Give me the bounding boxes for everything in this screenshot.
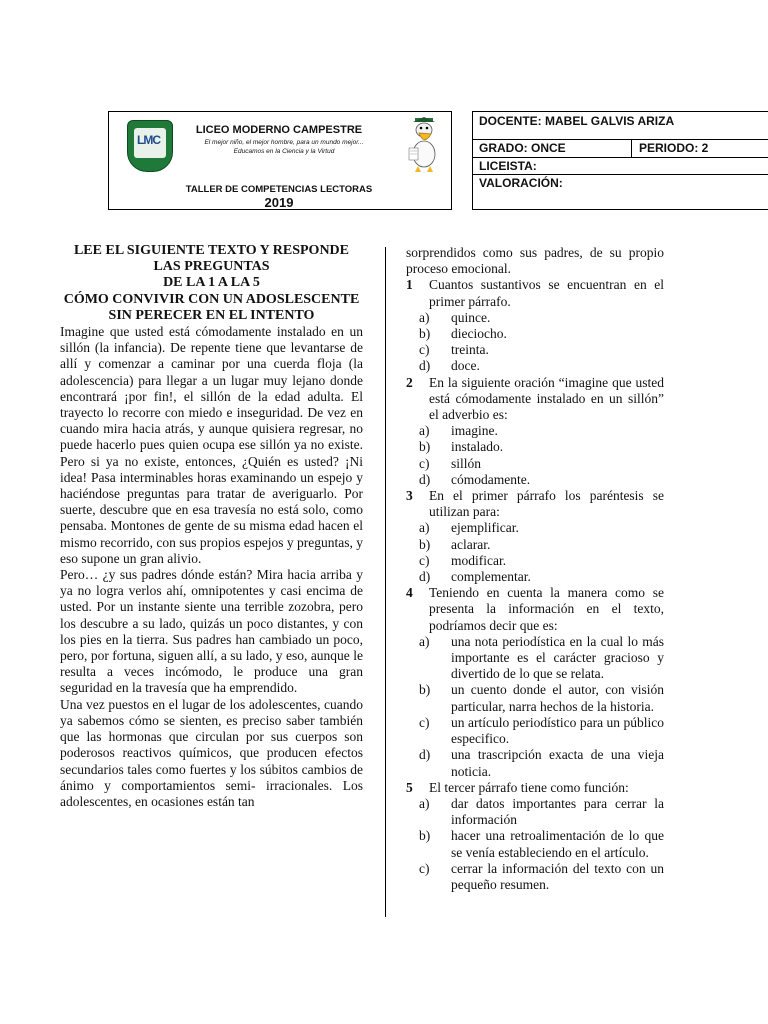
docente-row: DOCENTE: MABEL GALVIS ARIZA	[473, 112, 768, 140]
column-divider	[385, 247, 386, 917]
question-5	[406, 780, 664, 893]
instructions-line-1: LEE EL SIGUIENTE TEXTO Y RESPONDE	[73, 243, 350, 258]
answer-option[interactable]: a) imagine.	[419, 423, 498, 439]
answer-option[interactable]: b) hacer una retroalimentación de lo que se venía estableciendo en el artículo.	[419, 828, 664, 860]
question-stem: 2 En la siguiente oración “imagine que usted está cómodamente instalado en un sillón” el adverbio es:	[406, 374, 664, 423]
answer-option[interactable]: b) aclarar.	[419, 536, 491, 552]
answer-option[interactable]: a) dar datos importantes para cerrar la información	[419, 795, 664, 828]
logo-text: LMC	[137, 133, 160, 147]
question-stem: 1 Cuantos sustantivos se encuentran en el primer párrafo.	[406, 277, 664, 309]
instructions-line-2: LAS PREGUNTAS	[153, 259, 270, 275]
school-name: LICEO MODERNO CAMPESTRE	[195, 124, 363, 136]
reading-text-column	[60, 243, 363, 810]
answer-option[interactable]: c) treinta.	[419, 342, 489, 358]
periodo-label: PERIODO: 2	[639, 141, 709, 155]
school-header	[108, 111, 452, 210]
answer-option[interactable]: c) sillón	[419, 455, 482, 471]
pelican-mascot-icon	[405, 116, 443, 174]
grado-label: GRADO: ONCE	[479, 141, 566, 155]
question-stem: 3 En el primer párrafo los paréntesis se utilizan para:	[406, 488, 664, 520]
motto-line-2: Educamos en la Ciencia y la Virtud	[233, 148, 335, 155]
paragraph-2: Pero… ¿y sus padres dónde están? Mira hacia arriba y ya no logra verlos ahí, omnipotentes y casi encima de usted. Por un instante siente una terrible zozobra, pero los descubre a su lado, quizás un poco distantes, y con los pies en la tierra. Sus padres han cambiado un poco, pero, por fortuna, siguen allí, a su lado, y eso, aunque le resulta a veces incómodo, le produce una gran seguridad en la travesía que ha emprendido.	[60, 567, 363, 696]
grado-row	[473, 140, 768, 158]
school-motto	[179, 138, 389, 156]
answer-option[interactable]: c) un artículo periodístico para un público especifico.	[419, 714, 664, 747]
question-3	[406, 488, 664, 585]
answer-option[interactable]: d) complementar.	[419, 569, 531, 585]
answer-option[interactable]: b) un cuento donde el autor, con visión particular, narra hechos de la historia.	[419, 682, 664, 714]
grado-periodo-divider	[631, 140, 632, 158]
answer-option[interactable]: c) cerrar la información del texto con un pequeño resumen.	[419, 860, 664, 892]
liceista-field[interactable]: LICEISTA:	[473, 158, 768, 175]
workshop-year: 2019	[264, 195, 294, 210]
answer-option[interactable]: d) cómodamente.	[419, 471, 531, 487]
question-stem: 5 El tercer párrafo tiene como función:	[406, 779, 629, 795]
instructions-line-3: DE LA 1 A LA 5	[163, 275, 260, 291]
paragraph-3-continuation: sorprendidos como sus padres, de su propio proceso emocional.	[406, 245, 664, 277]
paragraph-3: Una vez puestos en el lugar de los adolescentes, cuando ya sabemos cómo se sienten, es preciso saber también que las hormonas que circulan por sus cuerpos son poderosos reactivos químicos, que producen efectos secundarios tales como fuertes y los súbitos cambios de ánimo y comportamientos semi- irracionales. Los adolescentes, en ocasiones están tan	[60, 696, 363, 809]
answer-option[interactable]: c) modificar.	[419, 552, 507, 568]
text-title-line-2: SIN PERECER EN EL INTENTO	[108, 307, 315, 323]
paragraph-1: Imagine que usted está cómodamente instalado en un sillón (la infancia). De repente tiene que levantarse de allí y comenzar a caminar por una cuerda floja (la adolescencia) para llegar a un lugar muy lejano donde encontrará ¡por fin!, el sillón de la edad adulta. El trayecto lo recorre con miedo e inseguridad. De vez en cuando mira hacia atrás, y aunque quisiera regresar, no puede hacerlo pues quien ocupa ese sillón ya no existe. Pero si ya no existe, entonces, ¿Quién es usted? ¡Ni idea! Pasa interminables horas examinando un espejo y haciéndose preguntas para tratar de averiguarlo. Por suerte, descubre que en esa travesía no está solo, como pensaba. Montones de gente de su misma edad hacen el mismo recorrido, con sus propios espejos y preguntas, y eso supone un gran alivio.	[60, 324, 363, 566]
questions-column	[406, 245, 664, 893]
text-title-line-1: CÓMO CONVIVIR CON UN ADOSLESCENTE	[63, 291, 360, 307]
question-4	[406, 585, 664, 779]
answer-option[interactable]: d) una trascripción exacta de una vieja noticia.	[419, 747, 664, 779]
answer-option[interactable]: a) ejemplificar.	[419, 520, 519, 536]
question-stem: 4 Teniendo en cuenta la manera como se presenta la información en el texto, podríamos decir que es:	[406, 585, 664, 633]
workshop-title: TALLER DE COMPETENCIAS LECTORAS	[185, 184, 373, 195]
answer-option[interactable]: a) quince.	[419, 309, 491, 325]
motto-line-1: El mejor niño, el mejor hombre, para un mundo mejor...	[204, 139, 364, 146]
question-1	[406, 277, 664, 374]
answer-option[interactable]: b) dieciocho.	[419, 326, 507, 342]
question-2	[406, 375, 664, 488]
valoracion-field: VALORACIÓN:	[479, 176, 563, 190]
answer-option[interactable]: b) instalado.	[419, 439, 504, 455]
school-logo	[127, 120, 173, 172]
student-info-box	[472, 111, 768, 210]
answer-option[interactable]: d) doce.	[419, 358, 480, 374]
answer-option[interactable]: a) una nota periodística en la cual lo más importante es el carácter gracioso y divertido de lo que se relata.	[419, 633, 664, 682]
